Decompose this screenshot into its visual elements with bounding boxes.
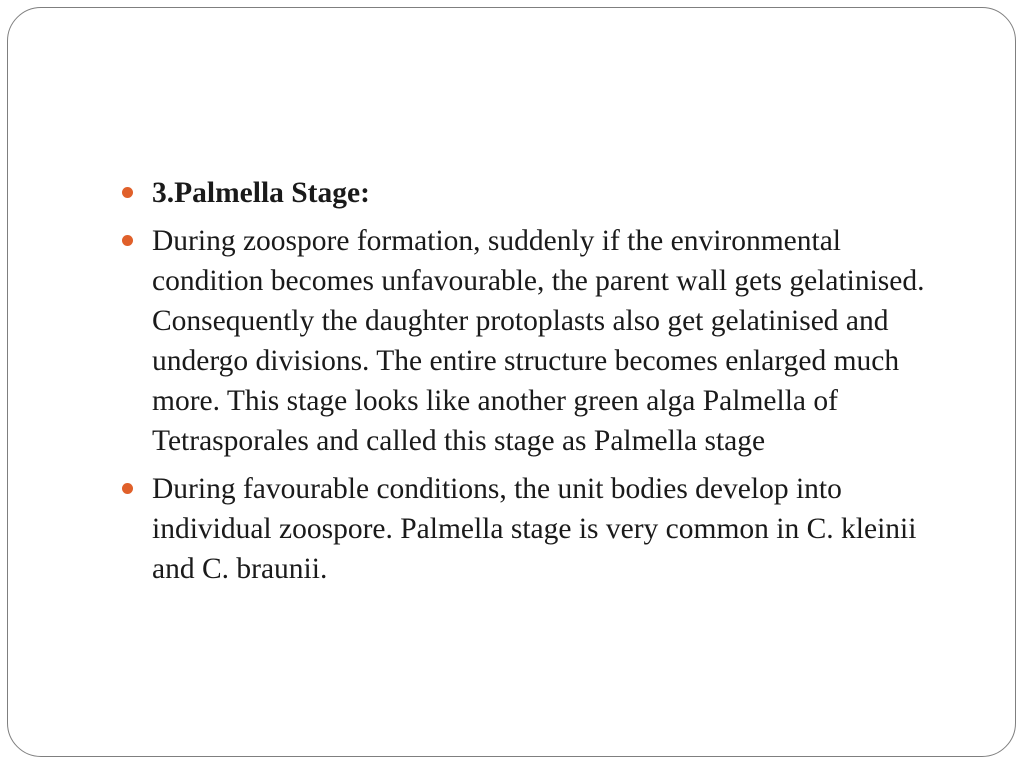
bullet-paragraph-2 [118, 469, 958, 589]
bullet-dot-icon [122, 483, 133, 494]
slide-heading: 3.Palmella Stage: [152, 177, 370, 209]
bullet-text: During favourable conditions, the unit bodies develop into individual zoospore. Palmella stage is very common in C. kleinii and C. braunii. [152, 473, 917, 585]
bullet-paragraph-1 [118, 221, 958, 461]
bullet-heading [118, 173, 958, 213]
slide-content [118, 173, 958, 597]
bullet-dot-icon [122, 187, 133, 198]
bullet-text: During zoospore formation, suddenly if the environmental condition becomes unfavourable, the parent wall gets gelatinised. Consequently the daughter protoplasts also get gelatinised and undergo divisions. The entire structure becomes enlarged much more. This stage looks like another green alga Palmella of Tetrasporales and called this stage as Palmella stage [152, 225, 925, 457]
bullet-dot-icon [122, 235, 133, 246]
slide-frame [7, 7, 1016, 757]
